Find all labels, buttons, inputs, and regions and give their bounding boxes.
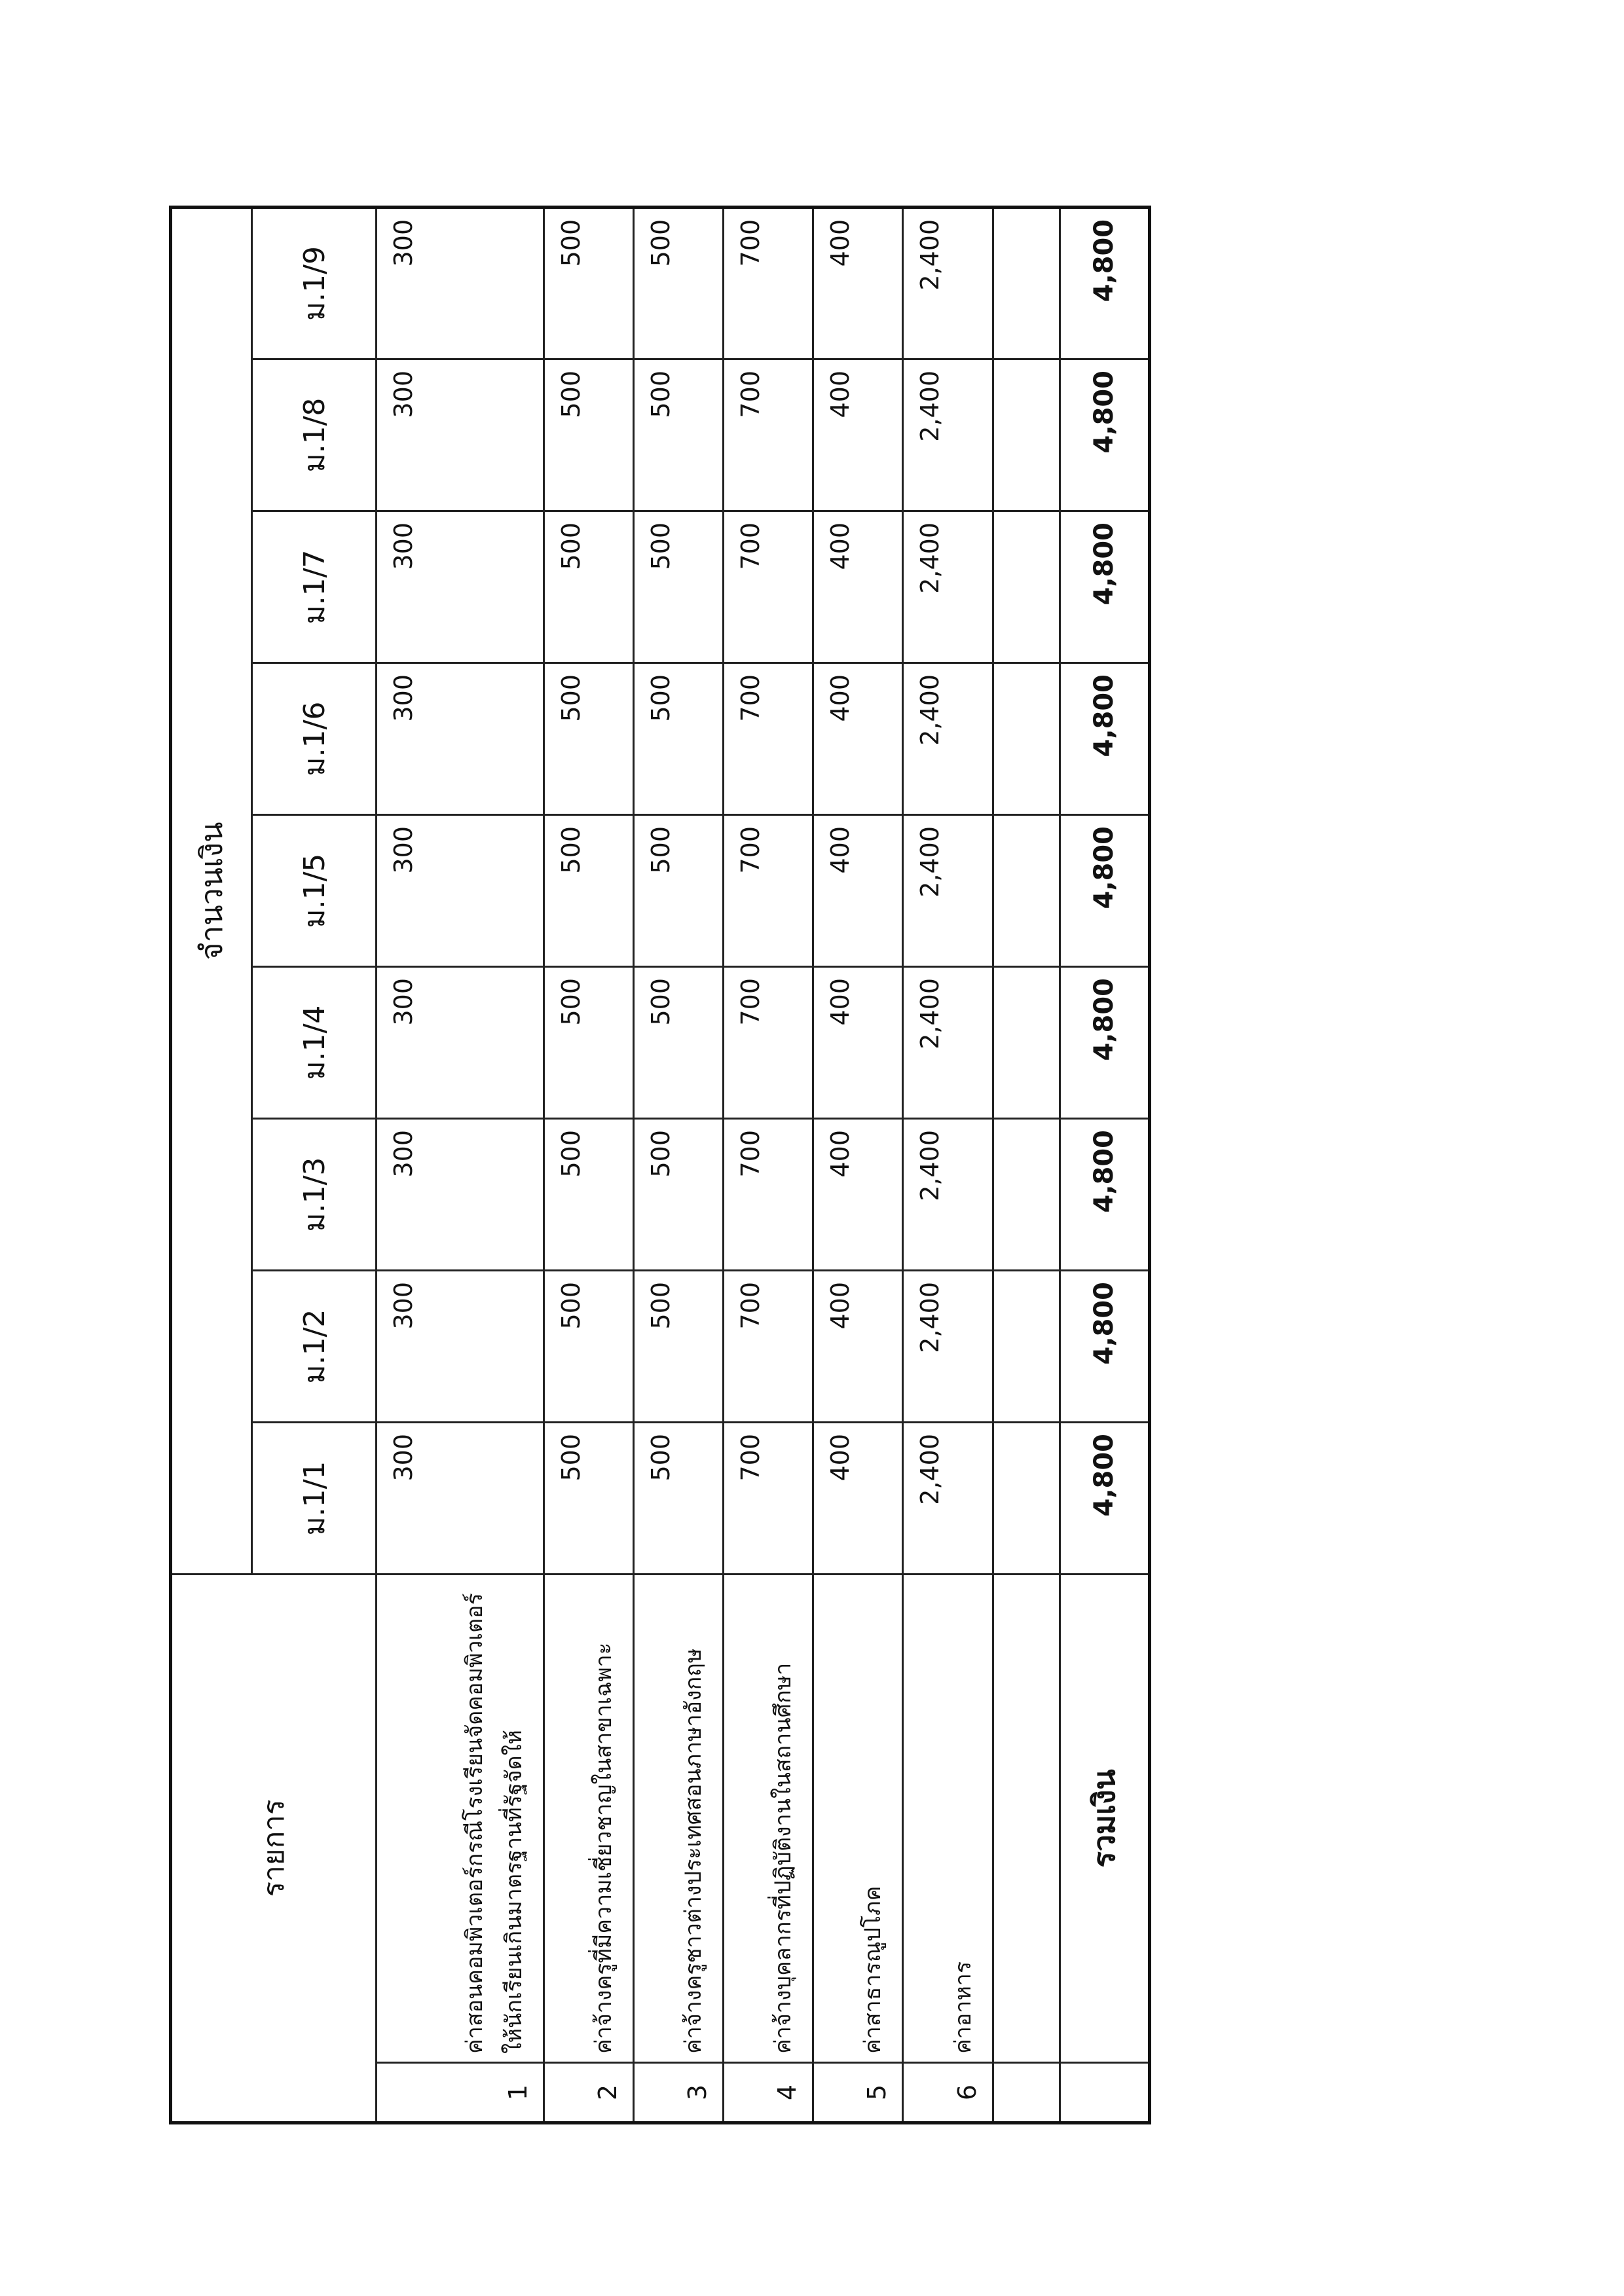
- value-cell: 500: [633, 663, 723, 814]
- total-value: 4,800: [1060, 1118, 1149, 1270]
- empty-cell: [993, 2063, 1060, 2123]
- total-value: 4,800: [1060, 1422, 1149, 1574]
- empty-cell: [993, 1118, 1060, 1270]
- table-row-empty: [993, 207, 1060, 2123]
- empty-cell: [993, 966, 1060, 1118]
- empty-cell: [993, 1422, 1060, 1574]
- total-row: [1060, 207, 1149, 2123]
- value-cell: 400: [813, 663, 903, 814]
- value-cell: 700: [724, 1270, 813, 1422]
- fee-table-page: [169, 206, 1151, 2124]
- value-cell: 300: [377, 1270, 544, 1422]
- row-label-line: ให้นักเรียนเกินมาตรฐานที่รัฐจัดให้: [500, 1730, 527, 2054]
- value-cell: 500: [633, 359, 723, 511]
- value-cell: 2,400: [903, 359, 993, 511]
- value-cell: 2,400: [903, 207, 993, 359]
- value-cell: 500: [544, 663, 633, 814]
- col-header: ม.1/3: [252, 1118, 377, 1270]
- value-cell: 400: [813, 207, 903, 359]
- value-cell: 400: [813, 1422, 903, 1574]
- value-cell: 500: [633, 1422, 723, 1574]
- value-cell: 500: [633, 1270, 723, 1422]
- value-cell: 500: [544, 1118, 633, 1270]
- col-header: ม.1/9: [252, 207, 377, 359]
- amount-header: จำนวนเงิน: [171, 207, 252, 1574]
- value-cell: 300: [377, 359, 544, 511]
- col-header: ม.1/4: [252, 966, 377, 1118]
- row-label: ค่าสาธารณูปโภค: [813, 1574, 903, 2062]
- value-cell: 300: [377, 966, 544, 1118]
- col-header: ม.1/2: [252, 1270, 377, 1422]
- empty-cell: [993, 1270, 1060, 1422]
- value-cell: 300: [377, 1118, 544, 1270]
- value-cell: 500: [544, 814, 633, 966]
- value-cell: 500: [633, 814, 723, 966]
- value-cell: 300: [377, 814, 544, 966]
- value-cell: 300: [377, 207, 544, 359]
- empty-cell: [993, 207, 1060, 359]
- total-value: 4,800: [1060, 359, 1149, 511]
- row-label: [377, 1574, 544, 2062]
- value-cell: 500: [544, 966, 633, 1118]
- empty-cell: [993, 359, 1060, 511]
- table-row: [813, 207, 903, 2123]
- value-cell: 700: [724, 814, 813, 966]
- empty-cell: [993, 1574, 1060, 2062]
- total-value: 4,800: [1060, 814, 1149, 966]
- value-cell: 2,400: [903, 1270, 993, 1422]
- total-value: 4,800: [1060, 511, 1149, 663]
- value-cell: 500: [544, 511, 633, 663]
- value-cell: 700: [724, 966, 813, 1118]
- value-cell: 2,400: [903, 1422, 993, 1574]
- row-number: 3: [633, 2063, 723, 2123]
- row-number: 2: [544, 2063, 633, 2123]
- row-label: ค่าอาหาร: [903, 1574, 993, 2062]
- total-value: 4,800: [1060, 1270, 1149, 1422]
- row-label-line: ค่าสอนคอมพิวเตอร์กรณีโรงเรียนจัดคอมพิวเตอร์: [461, 1593, 488, 2054]
- table-row: [724, 207, 813, 2123]
- table-row: [377, 207, 544, 2123]
- total-value: 4,800: [1060, 207, 1149, 359]
- col-header: ม.1/1: [252, 1422, 377, 1574]
- value-cell: 500: [544, 359, 633, 511]
- row-label: ค่าจ้างครูที่มีความเชี่ยวชาญในสาขาเฉพาะ: [544, 1574, 633, 2062]
- value-cell: 700: [724, 207, 813, 359]
- fee-table: [169, 206, 1151, 2124]
- col-header: ม.1/5: [252, 814, 377, 966]
- empty-cell: [1060, 2063, 1149, 2123]
- row-number: 5: [813, 2063, 903, 2123]
- row-number: 4: [724, 2063, 813, 2123]
- empty-cell: [993, 663, 1060, 814]
- table-row: [544, 207, 633, 2123]
- value-cell: 300: [377, 511, 544, 663]
- value-cell: 700: [724, 359, 813, 511]
- col-header: ม.1/6: [252, 663, 377, 814]
- value-cell: 2,400: [903, 966, 993, 1118]
- value-cell: 300: [377, 663, 544, 814]
- value-cell: 400: [813, 1118, 903, 1270]
- value-cell: 500: [633, 1118, 723, 1270]
- value-cell: 400: [813, 966, 903, 1118]
- value-cell: 500: [633, 511, 723, 663]
- value-cell: 700: [724, 663, 813, 814]
- table-row: [633, 207, 723, 2123]
- item-header: รายการ: [171, 1574, 377, 2123]
- value-cell: 300: [377, 1422, 544, 1574]
- value-cell: 2,400: [903, 814, 993, 966]
- value-cell: 500: [544, 1422, 633, 1574]
- value-cell: 2,400: [903, 511, 993, 663]
- value-cell: 500: [633, 207, 723, 359]
- value-cell: 700: [724, 1422, 813, 1574]
- total-value: 4,800: [1060, 966, 1149, 1118]
- value-cell: 2,400: [903, 663, 993, 814]
- total-label: รวมเงิน: [1060, 1574, 1149, 2062]
- row-label: ค่าจ้างครูชาวต่างประเทศสอนภาษาอังกฤษ: [633, 1574, 723, 2062]
- total-value: 4,800: [1060, 663, 1149, 814]
- empty-cell: [993, 511, 1060, 663]
- value-cell: 2,400: [903, 1118, 993, 1270]
- value-cell: 700: [724, 1118, 813, 1270]
- col-header: ม.1/7: [252, 511, 377, 663]
- value-cell: 500: [633, 966, 723, 1118]
- row-number: 1: [377, 2063, 544, 2123]
- value-cell: 400: [813, 814, 903, 966]
- table-row: [903, 207, 993, 2123]
- value-cell: 400: [813, 1270, 903, 1422]
- value-cell: 400: [813, 359, 903, 511]
- value-cell: 500: [544, 1270, 633, 1422]
- row-label: ค่าจ้างบุคลากรที่ปฏิบัติงานในสถานศึกษา: [724, 1574, 813, 2062]
- value-cell: 700: [724, 511, 813, 663]
- col-header: ม.1/8: [252, 359, 377, 511]
- row-number: 6: [903, 2063, 993, 2123]
- empty-cell: [993, 814, 1060, 966]
- value-cell: 500: [544, 207, 633, 359]
- value-cell: 400: [813, 511, 903, 663]
